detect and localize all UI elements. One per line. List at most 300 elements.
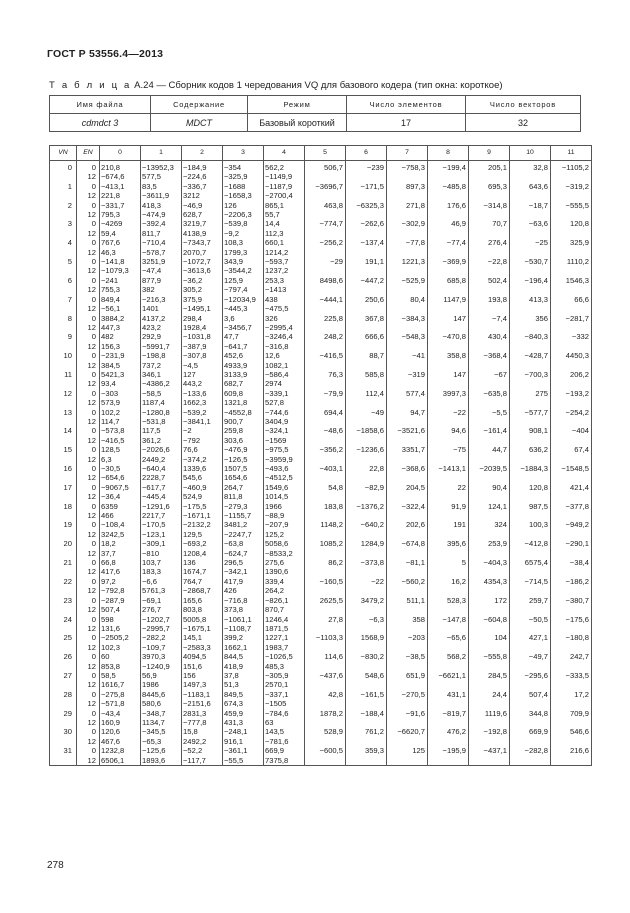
table-cell: 528,9	[305, 727, 346, 746]
table-cell: −248,1 916,1	[223, 727, 264, 746]
table-cell: −309,1 −810	[141, 539, 182, 558]
table-cell: 367,8	[346, 314, 387, 333]
table-cell: 183,8	[305, 502, 346, 521]
table-cell: −295,6	[510, 671, 551, 690]
table-cell: 1546,3	[551, 276, 592, 295]
table-cell: 172	[469, 596, 510, 615]
table-cell: −444,1	[305, 295, 346, 314]
table-cell: 20	[50, 539, 77, 558]
table-cell: 343,9 −3544,2	[223, 257, 264, 276]
table-cell: −774,7	[305, 219, 346, 238]
table-cell: −784,6 63	[264, 709, 305, 728]
table-cell: 0 12	[77, 709, 100, 728]
table-cell: 1085,2	[305, 539, 346, 558]
table-cell: −302,9	[387, 219, 428, 238]
table-cell: −41	[387, 351, 428, 370]
table-cell: 1148,2	[305, 520, 346, 539]
table-cell: 1549,6 1014,5	[264, 483, 305, 502]
table-cell: 25	[50, 633, 77, 652]
table-cell: −555,5	[551, 201, 592, 220]
table-row	[50, 596, 592, 615]
summary-value-cell: MDCT	[151, 114, 248, 132]
table-cell: −949,2	[551, 520, 592, 539]
table-cell: −58,5 1187,4	[141, 389, 182, 408]
table-cell: 5	[428, 558, 469, 577]
column-header: 3	[223, 146, 264, 161]
table-cell: −348,7 1134,7	[141, 709, 182, 728]
table-cell: 12	[50, 389, 77, 408]
table-cell: 356	[510, 314, 551, 333]
caption-text: А.24 — Сборник кодов 1 чередования VQ для базового кодера (тип окна: короткое)	[131, 80, 503, 91]
table-cell: 0 12	[77, 238, 100, 257]
table-cell: −460,9 524,9	[182, 483, 223, 502]
table-cell: 358,8	[428, 351, 469, 370]
table-cell: 767,6 46,3	[100, 238, 141, 257]
table-cell: 358	[387, 615, 428, 634]
table-row	[50, 389, 592, 408]
table-cell: 76,3	[305, 370, 346, 389]
table-cell: 253,3 −1413	[264, 276, 305, 295]
table-cell: 9	[50, 332, 77, 351]
table-cell: −714,5	[510, 577, 551, 596]
table-row	[50, 426, 592, 445]
table-cell: −25	[510, 238, 551, 257]
table-cell: 568,2	[428, 652, 469, 671]
table-cell: 643,6	[510, 182, 551, 201]
table-cell: 90,4	[469, 483, 510, 502]
table-caption	[49, 80, 503, 91]
table-row	[50, 370, 592, 389]
table-cell: 431,1	[428, 690, 469, 709]
table-cell: −354 −325,9	[223, 161, 264, 182]
page-number: 278	[47, 860, 64, 871]
table-cell: 452,6 4933,9	[223, 351, 264, 370]
table-cell: −147,8	[428, 615, 469, 634]
table-row	[50, 502, 592, 521]
table-cell: 598 131,6	[100, 615, 141, 634]
table-cell: 761,2	[346, 727, 387, 746]
table-cell: 1221,3	[387, 257, 428, 276]
table-cell: −412,8	[510, 539, 551, 558]
table-cell: −38,5	[387, 652, 428, 671]
table-row	[50, 351, 592, 370]
table-cell: −199,4	[428, 161, 469, 182]
table-cell: −1061,1 −1108,7	[223, 615, 264, 634]
caption-label: Т а б л и ц а	[49, 80, 132, 91]
table-cell: 66,8 417,6	[100, 558, 141, 577]
table-cell: −319	[387, 370, 428, 389]
table-cell: 1568,9	[346, 633, 387, 652]
table-cell: −2026,6 2449,2	[141, 445, 182, 464]
table-cell: −1548,5	[551, 464, 592, 483]
table-cell: −1858,6	[346, 426, 387, 445]
table-cell: 165,6 803,8	[182, 596, 223, 615]
table-cell: −384,3	[387, 314, 428, 333]
table-cell: 23	[50, 596, 77, 615]
table-cell: 666,6	[346, 332, 387, 351]
table-cell: −1376,2	[346, 502, 387, 521]
table-cell: 191	[428, 520, 469, 539]
table-cell: −710,4 −578,7	[141, 238, 182, 257]
table-cell: 27,8	[305, 615, 346, 634]
table-cell: −5,5	[469, 408, 510, 427]
table-cell: 275	[510, 389, 551, 408]
table-cell: 0 12	[77, 483, 100, 502]
table-cell: 3,6 −3456,7	[223, 314, 264, 333]
table-cell: −437,6	[305, 671, 346, 690]
table-cell: −2505,2 102,3	[100, 633, 141, 652]
table-cell: 2625,5	[305, 596, 346, 615]
table-cell: −2132,2 129,5	[182, 520, 223, 539]
table-cell: −617,7 −445,4	[141, 483, 182, 502]
summary-header-cell: Содержание	[151, 96, 248, 114]
table-cell: 1227,1 1983,7	[264, 633, 305, 652]
table-cell: 417,9 426	[223, 577, 264, 596]
table-cell: 191,1	[346, 257, 387, 276]
table-cell: 987,5	[510, 502, 551, 521]
table-cell: −279,3 −1155,7	[223, 502, 264, 521]
table-cell: −241 755,3	[100, 276, 141, 295]
table-cell: 764,7 −2868,7	[182, 577, 223, 596]
table-cell: −63,6	[510, 219, 551, 238]
table-cell: 16	[50, 464, 77, 483]
table-cell: −1236,6	[346, 445, 387, 464]
table-cell: −161,4	[469, 426, 510, 445]
table-cell: 1147,9	[428, 295, 469, 314]
summary-header-cell: Имя файла	[50, 96, 151, 114]
table-cell: 44,7	[469, 445, 510, 464]
table-cell: 14	[50, 426, 77, 445]
table-cell: −700,3	[510, 370, 551, 389]
table-cell: 3351,7	[387, 445, 428, 464]
table-cell: 0 12	[77, 201, 100, 220]
table-cell: −282,8	[510, 746, 551, 765]
table-cell: 120,8	[510, 483, 551, 502]
table-cell: 193,8	[469, 295, 510, 314]
table-cell: 897,3	[387, 182, 428, 201]
table-cell: 253,9	[469, 539, 510, 558]
table-cell: 8	[50, 314, 77, 333]
table-cell: 2831,3 −777,8	[182, 709, 223, 728]
table-cell: −6,6 5761,3	[141, 577, 182, 596]
table-cell: −337,1 −1505	[264, 690, 305, 709]
standard-header: ГОСТ Р 53556.4—2013	[47, 48, 164, 60]
table-cell: 120,8	[551, 219, 592, 238]
table-cell: −548,3	[387, 332, 428, 351]
table-cell: 3	[50, 219, 77, 238]
table-cell: −186,2	[551, 577, 592, 596]
table-cell: 548,6	[346, 671, 387, 690]
table-cell: 205,1	[469, 161, 510, 182]
table-cell: −192,8	[469, 727, 510, 746]
table-cell: −137,4	[346, 238, 387, 257]
table-cell: −193,2	[551, 389, 592, 408]
table-cell: −254,2	[551, 408, 592, 427]
table-cell: 0 12	[77, 746, 100, 765]
table-row	[50, 295, 592, 314]
table-cell: 0 12	[77, 257, 100, 276]
table-cell: −975,5 −3959,9	[264, 445, 305, 464]
table-cell: −256,2	[305, 238, 346, 257]
table-cell: −65,6	[428, 633, 469, 652]
table-cell: 276,4	[469, 238, 510, 257]
table-cell: 210,8 −674,6	[100, 161, 141, 182]
table-cell: −674,8	[387, 539, 428, 558]
table-cell: −198,8 737,2	[141, 351, 182, 370]
table-cell: 0 12	[77, 464, 100, 483]
table-cell: 0 12	[77, 671, 100, 690]
table-cell: 58,5 1616,7	[100, 671, 141, 690]
table-row	[50, 746, 592, 765]
table-cell: 1966 −88,9	[264, 502, 305, 521]
table-cell: 1119,6	[469, 709, 510, 728]
table-cell: 669,9 7375,8	[264, 746, 305, 765]
table-cell: −50,5	[510, 615, 551, 634]
table-cell: 31	[50, 746, 77, 765]
codebook-table	[49, 145, 592, 766]
table-cell: −324,1 −1569	[264, 426, 305, 445]
column-header: 9	[469, 146, 510, 161]
table-cell: 0 12	[77, 182, 100, 201]
table-cell: 30	[50, 727, 77, 746]
table-cell: 284,5	[469, 671, 510, 690]
table-cell: −43,4 160,9	[100, 709, 141, 728]
table-cell: −1291,6 2217,7	[141, 502, 182, 521]
table-cell: 577,4	[387, 389, 428, 408]
table-row	[50, 539, 592, 558]
table-cell: 709,9	[551, 709, 592, 728]
table-cell: −91,6	[387, 709, 428, 728]
table-cell: −125,6 1893,6	[141, 746, 182, 765]
table-cell: 609,8 1321,8	[223, 389, 264, 408]
table-cell: 528,3	[428, 596, 469, 615]
table-cell: 6359 466	[100, 502, 141, 521]
table-row	[50, 276, 592, 295]
table-cell: 418,3 −474,9	[141, 201, 182, 220]
table-cell: −171,5	[346, 182, 387, 201]
table-cell: 60 853,8	[100, 652, 141, 671]
table-cell: 482 156,3	[100, 332, 141, 351]
table-cell: 120,6 467,6	[100, 727, 141, 746]
column-header: 0	[100, 146, 141, 161]
table-cell: 0 12	[77, 445, 100, 464]
table-cell: −373,8	[346, 558, 387, 577]
table-cell: −476,9 −126,5	[223, 445, 264, 464]
table-cell: 275,6 1390,6	[264, 558, 305, 577]
table-cell: −307,8 −4,5	[182, 351, 223, 370]
table-cell: 127 443,2	[182, 370, 223, 389]
table-cell: −180,8	[551, 633, 592, 652]
table-cell: −281,7	[551, 314, 592, 333]
table-cell: −640,2	[346, 520, 387, 539]
table-cell: −196,4	[510, 276, 551, 295]
table-cell: 54,8	[305, 483, 346, 502]
table-row	[50, 709, 592, 728]
table-cell: 22	[428, 483, 469, 502]
table-cell: −416,5	[305, 351, 346, 370]
table-cell: 695,3	[469, 182, 510, 201]
table-cell: −203	[387, 633, 428, 652]
table-cell: −830,2	[346, 652, 387, 671]
table-cell: −693,2 1208,4	[182, 539, 223, 558]
table-row	[50, 332, 592, 351]
table-cell: −287,9 507,4	[100, 596, 141, 615]
table-cell: −79,9	[305, 389, 346, 408]
table-cell: 264,7 811,8	[223, 483, 264, 502]
table-cell: −447,2	[346, 276, 387, 295]
table-cell: 17	[50, 483, 77, 502]
table-row	[50, 671, 592, 690]
table-cell: 24	[50, 615, 77, 634]
column-header: 6	[346, 146, 387, 161]
table-cell: 502,4	[469, 276, 510, 295]
table-cell: −282,2 −109,7	[141, 633, 182, 652]
table-cell: 0 12	[77, 161, 100, 182]
table-cell: −716,8 373,8	[223, 596, 264, 615]
table-cell: −404	[551, 426, 592, 445]
table-cell: 298,4 1928,4	[182, 314, 223, 333]
table-cell: 126 −2206,3	[223, 201, 264, 220]
table-cell: −635,8	[469, 389, 510, 408]
table-cell: −392,4 811,7	[141, 219, 182, 238]
summary-value-cell: Базовый короткий	[248, 114, 347, 132]
table-cell: −1202,7 −2995,7	[141, 615, 182, 634]
table-row	[50, 182, 592, 201]
column-header: 7	[387, 146, 428, 161]
column-header: 1	[141, 146, 182, 161]
table-cell: 6575,4	[510, 558, 551, 577]
table-cell: 145,1 −2583,3	[182, 633, 223, 652]
table-cell: −314,8	[469, 201, 510, 220]
table-cell: −525,9	[387, 276, 428, 295]
table-cell: 339,4 264,2	[264, 577, 305, 596]
table-cell: −75	[428, 445, 469, 464]
table-cell: 0 12	[77, 351, 100, 370]
table-cell: −18,7	[510, 201, 551, 220]
table-cell: −1072,7 −3613,6	[182, 257, 223, 276]
table-cell: 324	[469, 520, 510, 539]
summary-header-cell: Число элементов	[347, 96, 466, 114]
table-cell: −560,2	[387, 577, 428, 596]
table-cell: 225,8	[305, 314, 346, 333]
table-cell: 86,2	[305, 558, 346, 577]
table-row	[50, 464, 592, 483]
table-cell: −239	[346, 161, 387, 182]
table-cell: −36,2 305,2	[182, 276, 223, 295]
table-cell: 844,5 418,9	[223, 652, 264, 671]
table-cell: 147	[428, 370, 469, 389]
table-cell: 0 12	[77, 539, 100, 558]
table-cell: −1026,5 485,3	[264, 652, 305, 671]
table-cell: 125,9 −797,4	[223, 276, 264, 295]
table-cell: −319,2	[551, 182, 592, 201]
table-cell: 242,7	[551, 652, 592, 671]
table-cell: −1183,1 −2151,6	[182, 690, 223, 709]
column-header: 11	[551, 146, 592, 161]
table-cell: 1507,5 1654,6	[223, 464, 264, 483]
summary-value-cell: 17	[347, 114, 466, 132]
table-cell: 4094,5 151,6	[182, 652, 223, 671]
table-cell: 108,3 1799,3	[223, 238, 264, 257]
table-cell: 359,3	[346, 746, 387, 765]
table-cell: 395,6	[428, 539, 469, 558]
summary-table	[49, 95, 581, 132]
table-cell: 3970,3 −1240,9	[141, 652, 182, 671]
table-cell: −356,2	[305, 445, 346, 464]
table-cell: 67,4	[551, 445, 592, 464]
column-header: 4	[264, 146, 305, 161]
table-cell: 80,4	[387, 295, 428, 314]
table-cell: −4269 59,4	[100, 219, 141, 238]
table-cell: 250,6	[346, 295, 387, 314]
table-cell: −195,9	[428, 746, 469, 765]
table-cell: −7343,7 2070,7	[182, 238, 223, 257]
table-cell: −6,3	[346, 615, 387, 634]
table-cell: −77,8	[387, 238, 428, 257]
table-cell: 0 12	[77, 219, 100, 238]
table-cell: 7	[50, 295, 77, 314]
table-cell: 849,4 −56,1	[100, 295, 141, 314]
table-cell: 70,7	[469, 219, 510, 238]
table-cell: 5058,6 −8533,2	[264, 539, 305, 558]
table-cell: −188,4	[346, 709, 387, 728]
table-cell: 15,8 2492,2	[182, 727, 223, 746]
table-cell: −600,5	[305, 746, 346, 765]
table-cell: 18,2 37,7	[100, 539, 141, 558]
table-cell: −3696,7	[305, 182, 346, 201]
table-cell: −322,4	[387, 502, 428, 521]
table-cell: 147	[428, 314, 469, 333]
table-cell: −170,5 −123,1	[141, 520, 182, 539]
table-cell: 413,3	[510, 295, 551, 314]
table-cell: −361,1 −55,5	[223, 746, 264, 765]
table-cell: −331,7 795,3	[100, 201, 141, 220]
codebook-body	[50, 161, 592, 766]
table-cell: 636,2	[510, 445, 551, 464]
table-cell: −530,7	[510, 257, 551, 276]
table-cell: 3219,7 4138,9	[182, 219, 223, 238]
table-cell: 42,8	[305, 690, 346, 709]
table-cell: 0 12	[77, 370, 100, 389]
table-cell: 326 −2995,4	[264, 314, 305, 333]
table-cell: 46,9	[428, 219, 469, 238]
table-cell: 0 12	[77, 727, 100, 746]
table-cell: 143,5 −781,6	[264, 727, 305, 746]
table-cell: 259,8 303,6	[223, 426, 264, 445]
table-cell: 685,8	[428, 276, 469, 295]
column-header: EN	[77, 146, 100, 161]
table-cell: 136 1674,7	[182, 558, 223, 577]
table-cell: −380,7	[551, 596, 592, 615]
table-cell: 463,8	[305, 201, 346, 220]
table-cell: 1246,4 1871,5	[264, 615, 305, 634]
table-cell: 0 12	[77, 408, 100, 427]
table-cell: −303 573,9	[100, 389, 141, 408]
table-cell: 47,7 −641,7	[223, 332, 264, 351]
table-cell: 216,6	[551, 746, 592, 765]
table-cell: 438 −475,5	[264, 295, 305, 314]
table-cell: −826,1 870,7	[264, 596, 305, 615]
table-cell: 4137,2 423,2	[141, 314, 182, 333]
table-cell: −369,9	[428, 257, 469, 276]
table-cell: 660,1 1214,2	[264, 238, 305, 257]
table-cell: 4354,3	[469, 577, 510, 596]
column-header: 10	[510, 146, 551, 161]
table-cell: 19	[50, 520, 77, 539]
table-cell: 114,6	[305, 652, 346, 671]
table-cell: −6325,3	[346, 201, 387, 220]
table-cell: 292,9 −5991,7	[141, 332, 182, 351]
